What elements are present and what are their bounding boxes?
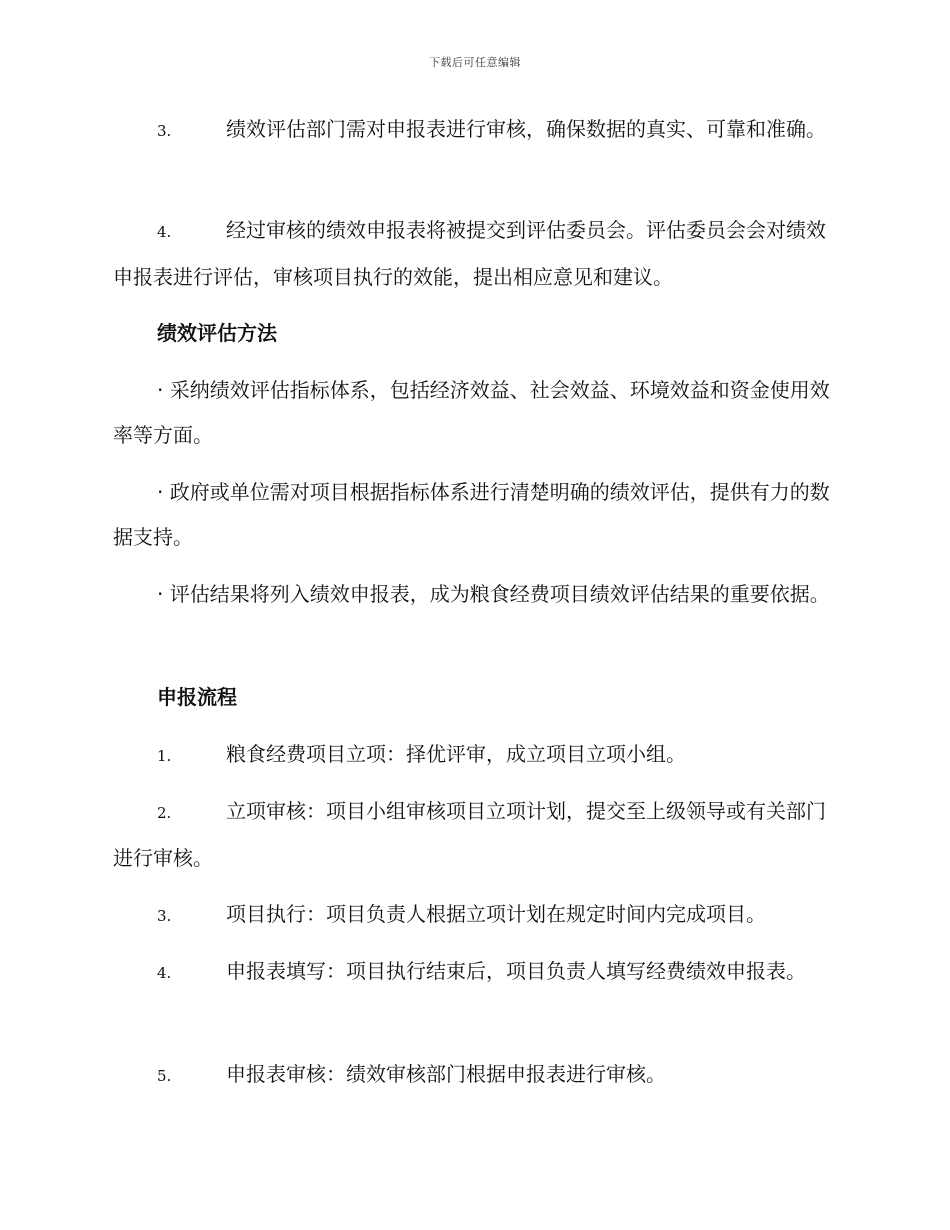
page-header: 下载后可任意编辑 <box>429 56 521 69</box>
section-heading-process: 申报流程 <box>157 685 237 709</box>
list-number: 3. <box>157 122 172 140</box>
list-item-review <box>113 107 838 154</box>
step-number: 3. <box>157 907 172 925</box>
step-number: 1. <box>157 747 172 765</box>
process-step <box>113 789 838 881</box>
process-step <box>113 1052 838 1099</box>
list-text: 经过审核的绩效申报表将被提交到评估委员会。评估委员会会对绩效申报表进行评估，审核项目执行的效能，提出相应意见和建议。 <box>113 218 826 289</box>
step-text: 立项审核：项目小组审核项目立项计划，提交至上级领导或有关部门进行审核。 <box>113 799 826 870</box>
step-text: 申报表填写：项目执行结束后，项目负责人填写经费绩效申报表。 <box>226 959 806 983</box>
bullet-item: · 政府或单位需对项目根据指标体系进行清楚明确的绩效评估，提供有力的数据支持。 <box>113 480 830 549</box>
step-text: 申报表审核：绩效审核部门根据申报表进行审核。 <box>226 1062 666 1086</box>
section-heading-methods: 绩效评估方法 <box>157 321 277 345</box>
process-step <box>113 732 838 779</box>
list-item-committee <box>113 208 838 300</box>
step-number: 4. <box>157 964 172 982</box>
step-text: 项目执行：项目负责人根据立项计划在规定时间内完成项目。 <box>226 902 766 926</box>
bullet-item: · 评估结果将列入绩效申报表，成为粮食经费项目绩效评估结果的重要依据。 <box>157 582 830 606</box>
list-text: 绩效评估部门需对申报表进行审核，确保数据的真实、可靠和准确。 <box>226 117 826 141</box>
step-number: 2. <box>157 804 172 822</box>
bullet-item: · 采纳绩效评估指标体系，包括经济效益、社会效益、环境效益和资金使用效率等方面。 <box>113 378 830 447</box>
list-number: 4. <box>157 223 172 241</box>
process-step <box>113 892 838 939</box>
process-step <box>113 949 838 996</box>
step-text: 粮食经费项目立项：择优评审，成立项目立项小组。 <box>226 742 686 766</box>
step-number: 5. <box>157 1067 172 1085</box>
